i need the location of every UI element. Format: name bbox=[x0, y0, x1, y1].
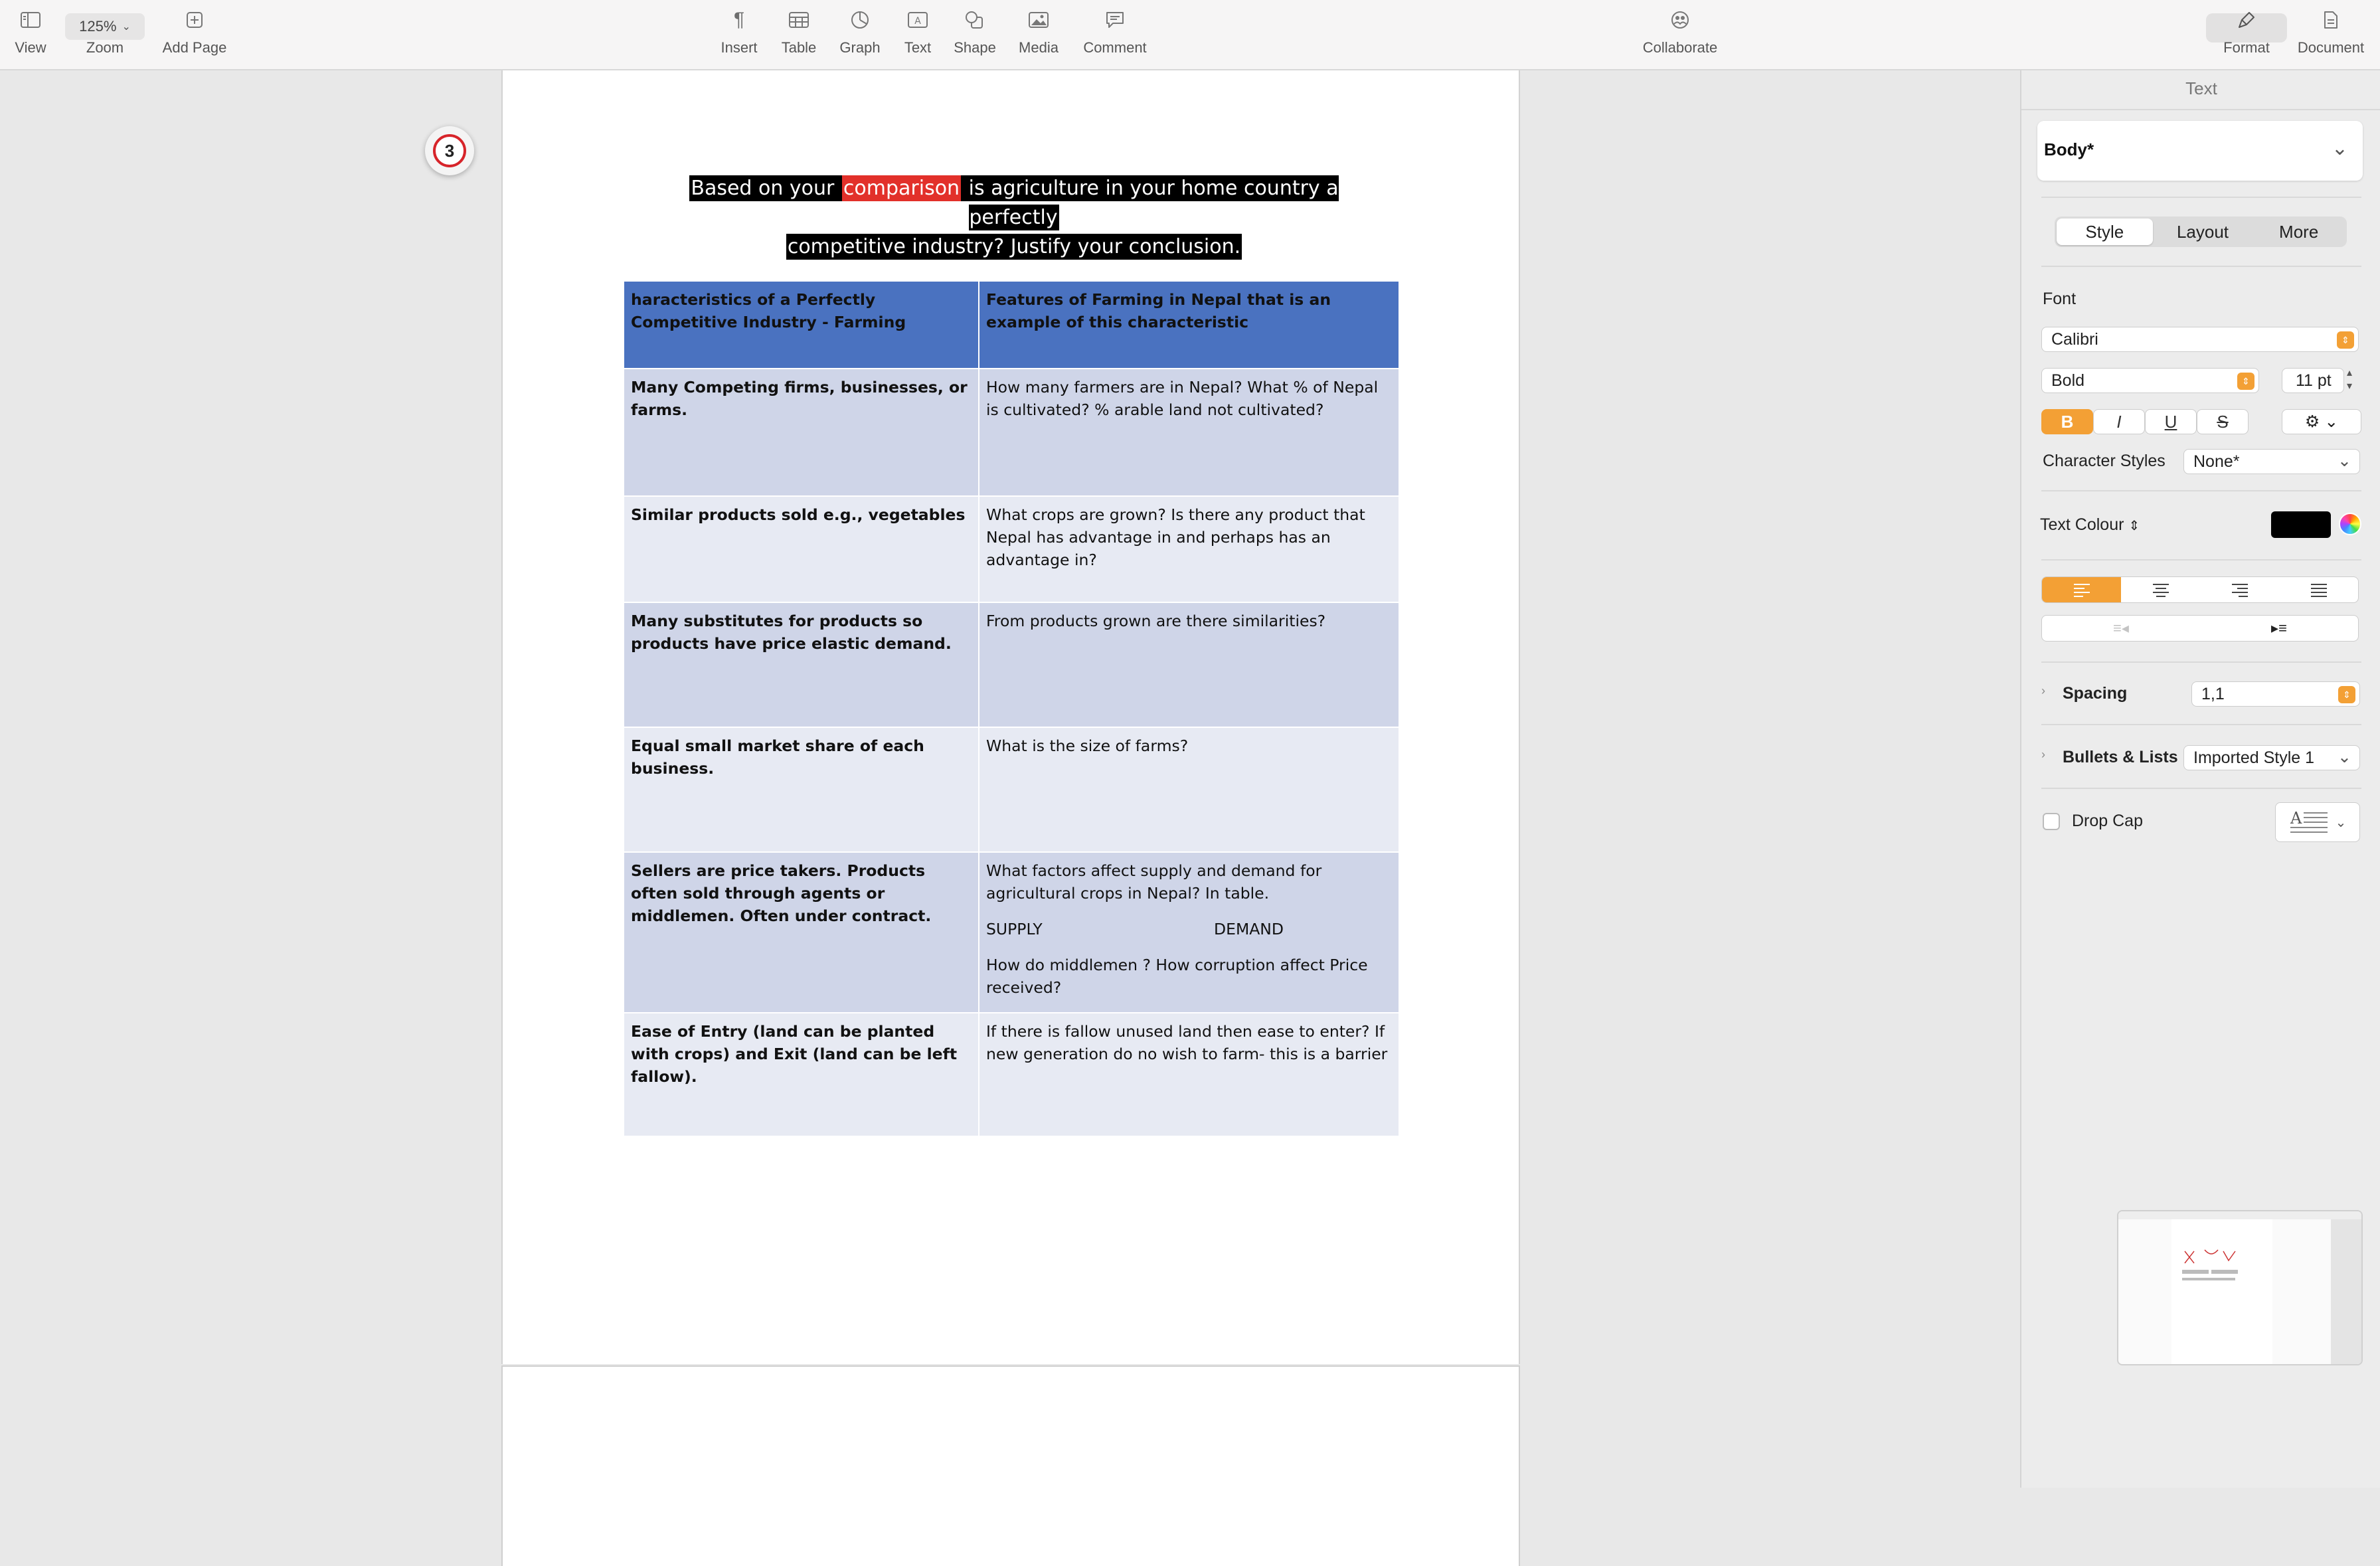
pie-chart-icon bbox=[851, 0, 869, 40]
divider bbox=[2041, 724, 2361, 725]
header-cell-characteristics[interactable]: haracteristics of a Perfectly Competitive Industry - Farming bbox=[624, 281, 979, 369]
text-box-icon bbox=[908, 0, 928, 40]
divider bbox=[2041, 559, 2361, 561]
table-row bbox=[624, 1013, 1399, 1136]
characteristic-cell[interactable]: Sellers are price takers. Products often sold through agents or middlemen. Often under contract. bbox=[624, 852, 979, 1013]
comment-icon bbox=[1105, 0, 1125, 40]
badge-count: 3 bbox=[433, 134, 466, 167]
text-button[interactable] bbox=[898, 0, 938, 69]
add-page-button[interactable] bbox=[158, 0, 231, 69]
table-row bbox=[624, 496, 1399, 602]
divider bbox=[2041, 788, 2361, 789]
heading-text-end: is agriculture in your home country a perfectly bbox=[962, 177, 1339, 229]
tab-more[interactable]: More bbox=[2279, 221, 2319, 242]
feature-cell[interactable]: What is the size of farms? bbox=[979, 727, 1399, 852]
drop-cap-label: Drop Cap bbox=[2072, 812, 2143, 830]
zoom-value: 125% bbox=[79, 18, 117, 35]
feature-cell[interactable] bbox=[979, 852, 1399, 1013]
insert-button[interactable] bbox=[716, 0, 762, 69]
justify-icon bbox=[2310, 582, 2328, 597]
sidebar-icon bbox=[21, 0, 41, 40]
strikethrough-button[interactable]: S bbox=[2197, 409, 2249, 434]
drop-cap-checkbox[interactable] bbox=[2043, 813, 2060, 830]
feature-cell[interactable]: What crops are grown? Is there any product that Nepal has advantage in and perhaps has an advantage in? bbox=[979, 496, 1399, 602]
header-cell-features[interactable]: Features of Farming in Nepal that is an example of this characteristic bbox=[979, 281, 1399, 369]
chevron-down-icon: ⌄ bbox=[2338, 452, 2351, 470]
next-page[interactable] bbox=[501, 1365, 1520, 1566]
photo-icon bbox=[1029, 0, 1049, 40]
characteristic-cell[interactable]: Many Competing firms, businesses, or farms. bbox=[624, 369, 979, 496]
bold-button[interactable]: B bbox=[2041, 409, 2093, 434]
character-styles-label: Character Styles bbox=[2043, 452, 2166, 470]
table-label: Table bbox=[781, 39, 817, 56]
table-row bbox=[624, 369, 1399, 496]
add-page-label: Add Page bbox=[162, 39, 227, 56]
screenshot-thumbnail[interactable] bbox=[2117, 1210, 2363, 1365]
align-center-button[interactable] bbox=[2121, 577, 2200, 602]
media-button[interactable] bbox=[1013, 0, 1064, 69]
feature-cell[interactable]: If there is fallow unused land then ease to enter? If new generation do no wish to farm- this is a barrier bbox=[979, 1013, 1399, 1136]
shape-label: Shape bbox=[954, 39, 996, 56]
page-heading[interactable] bbox=[656, 174, 1372, 262]
divider bbox=[2041, 661, 2361, 663]
table-row bbox=[624, 852, 1399, 1013]
bullets-style-select[interactable] bbox=[2183, 745, 2360, 770]
text-colour-label[interactable] bbox=[2040, 515, 2140, 535]
drop-cap-icon bbox=[2289, 809, 2329, 835]
format-button[interactable] bbox=[2209, 0, 2284, 69]
align-right-icon bbox=[2231, 582, 2249, 597]
updown-icon: ⇕ bbox=[2337, 331, 2354, 349]
paintbrush-icon bbox=[2237, 0, 2256, 40]
svg-text:A: A bbox=[914, 16, 921, 27]
increase-indent-button[interactable] bbox=[2200, 616, 2358, 641]
spacing-value: 1,1 bbox=[2201, 684, 2225, 703]
thumbnail-preview bbox=[2118, 1211, 2361, 1364]
zoom-control[interactable] bbox=[64, 0, 146, 69]
graph-button[interactable] bbox=[835, 0, 885, 69]
colour-wheel-icon[interactable] bbox=[2339, 513, 2361, 535]
font-weight-value: Bold bbox=[2051, 371, 2085, 390]
toolbar bbox=[0, 0, 2380, 70]
collaborate-label: Collaborate bbox=[1642, 39, 1718, 56]
document-label: Document bbox=[2297, 39, 2365, 56]
tab-layout[interactable]: Layout bbox=[2176, 221, 2229, 242]
collaborate-icon bbox=[1669, 0, 1691, 40]
zoom-label: Zoom bbox=[86, 39, 124, 56]
justify-button[interactable] bbox=[2279, 577, 2358, 602]
characteristic-cell[interactable]: Equal small market share of each business. bbox=[624, 727, 979, 852]
supply-demand-line bbox=[986, 918, 1392, 940]
view-button[interactable] bbox=[12, 0, 49, 69]
text-colour-swatch[interactable] bbox=[2271, 511, 2331, 538]
increase-indent-icon: ▸≡ bbox=[2271, 620, 2287, 636]
font-family-value: Calibri bbox=[2051, 329, 2098, 349]
text-colour-label-text: Text Colour bbox=[2040, 515, 2124, 534]
comment-button[interactable] bbox=[1078, 0, 1151, 69]
bullets-lists-label: Bullets & Lists bbox=[2063, 748, 2178, 766]
feature-cell[interactable]: How many farmers are in Nepal? What % of Nepal is cultivated? % arable land not cultivated? bbox=[979, 369, 1399, 496]
characteristic-cell[interactable]: Many substitutes for products so products have price elastic demand. bbox=[624, 602, 979, 727]
add-page-icon bbox=[186, 0, 203, 40]
updown-icon: ⇕ bbox=[2128, 519, 2140, 533]
table-header-row bbox=[624, 281, 1399, 369]
text-style-buttons bbox=[2041, 409, 2249, 434]
character-styles-select[interactable] bbox=[2183, 449, 2360, 474]
feature-text-extra: How do middlemen ? How corruption affect Price received? bbox=[986, 956, 1368, 997]
table-icon bbox=[789, 0, 809, 40]
align-left-icon bbox=[2073, 582, 2091, 597]
divider bbox=[2041, 490, 2361, 491]
font-family-select[interactable] bbox=[2041, 327, 2359, 352]
underline-button[interactable]: U bbox=[2145, 409, 2197, 434]
heading-highlight: comparison bbox=[843, 177, 960, 200]
divider bbox=[2041, 197, 2361, 198]
view-label: View bbox=[15, 39, 46, 56]
characteristic-cell[interactable]: Similar products sold e.g., vegetables bbox=[624, 496, 979, 602]
graph-label: Graph bbox=[839, 39, 881, 56]
chevron-down-icon: ⌄ bbox=[2338, 748, 2351, 766]
divider bbox=[2041, 266, 2361, 267]
demand-label: DEMAND bbox=[1214, 920, 1284, 938]
document-icon bbox=[2323, 0, 2339, 40]
shape-button[interactable] bbox=[951, 0, 999, 69]
table-button[interactable] bbox=[777, 0, 821, 69]
gear-icon: ⚙ ⌄ bbox=[2304, 412, 2339, 431]
chevron-down-icon: ⌄ bbox=[2335, 815, 2347, 830]
document-button[interactable] bbox=[2291, 0, 2371, 69]
heading-line-2: competitive industry? Justify your conclusion. bbox=[787, 235, 1241, 258]
feature-cell[interactable]: From products grown are there similarities? bbox=[979, 602, 1399, 727]
font-size-field[interactable] bbox=[2282, 368, 2344, 393]
heading-text-start: Based on your bbox=[691, 177, 841, 200]
align-left-button[interactable] bbox=[2042, 577, 2121, 602]
characteristic-cell[interactable]: Ease of Entry (land can be planted with crops) and Exit (land can be left fallow). bbox=[624, 1013, 979, 1136]
align-center-icon bbox=[2152, 582, 2170, 597]
table-row bbox=[624, 727, 1399, 852]
pilcrow-icon: ¶ bbox=[733, 9, 745, 31]
font-label: Font bbox=[2043, 290, 2077, 308]
align-right-button[interactable] bbox=[2200, 577, 2279, 602]
table-row bbox=[624, 602, 1399, 727]
notification-badge[interactable] bbox=[425, 126, 474, 175]
bullets-style-value: Imported Style 1 bbox=[2193, 748, 2315, 767]
character-style-value: None* bbox=[2193, 452, 2240, 471]
updown-icon: ⇕ bbox=[2237, 373, 2254, 390]
alignment-buttons bbox=[2041, 576, 2359, 603]
decrease-indent-button[interactable] bbox=[2042, 616, 2200, 641]
divider bbox=[2021, 109, 2380, 110]
supply-label: SUPPLY bbox=[986, 920, 1043, 938]
inspector-title: Text bbox=[2185, 78, 2217, 98]
format-label: Format bbox=[2223, 39, 2270, 56]
chevron-down-icon: ⌄ bbox=[2331, 137, 2348, 159]
collaborate-button[interactable] bbox=[1635, 0, 1725, 69]
svg-text:A: A bbox=[2290, 809, 2302, 827]
updown-icon: ⇕ bbox=[2338, 686, 2355, 703]
shape-icon bbox=[965, 0, 985, 40]
chevron-right-icon[interactable]: › bbox=[2041, 684, 2045, 697]
comparison-table[interactable] bbox=[623, 280, 1400, 1137]
text-label: Text bbox=[904, 39, 932, 56]
font-size-stepper-icon[interactable]: ▴ ▾ bbox=[2347, 367, 2353, 392]
chevron-right-icon[interactable]: › bbox=[2041, 748, 2045, 761]
text-options-button[interactable] bbox=[2282, 409, 2361, 434]
document-canvas[interactable] bbox=[0, 70, 2020, 1488]
comment-label: Comment bbox=[1083, 39, 1147, 56]
media-label: Media bbox=[1019, 39, 1059, 56]
chevron-down-icon: ⌄ bbox=[122, 21, 131, 33]
feature-text: What factors affect supply and demand for agricultural crops in Nepal? In table. bbox=[986, 861, 1322, 903]
spacing-select[interactable] bbox=[2191, 681, 2360, 707]
spacing-label: Spacing bbox=[2063, 684, 2128, 703]
italic-button[interactable]: I bbox=[2093, 409, 2145, 434]
zoom-select[interactable] bbox=[65, 13, 145, 40]
paragraph-style-select[interactable] bbox=[2037, 121, 2363, 181]
font-size-value: 11 pt bbox=[2296, 371, 2332, 390]
tab-style[interactable]: Style bbox=[2057, 218, 2153, 245]
paragraph-style-value: Body* bbox=[2044, 139, 2094, 159]
insert-label: Insert bbox=[721, 39, 758, 56]
decrease-indent-icon: ≡◂ bbox=[2113, 620, 2129, 636]
indent-buttons bbox=[2041, 615, 2359, 642]
font-weight-select[interactable] bbox=[2041, 368, 2259, 393]
drop-cap-style-select[interactable] bbox=[2275, 802, 2360, 842]
inspector-tabs bbox=[2055, 217, 2347, 247]
document-page[interactable] bbox=[501, 70, 1520, 1364]
